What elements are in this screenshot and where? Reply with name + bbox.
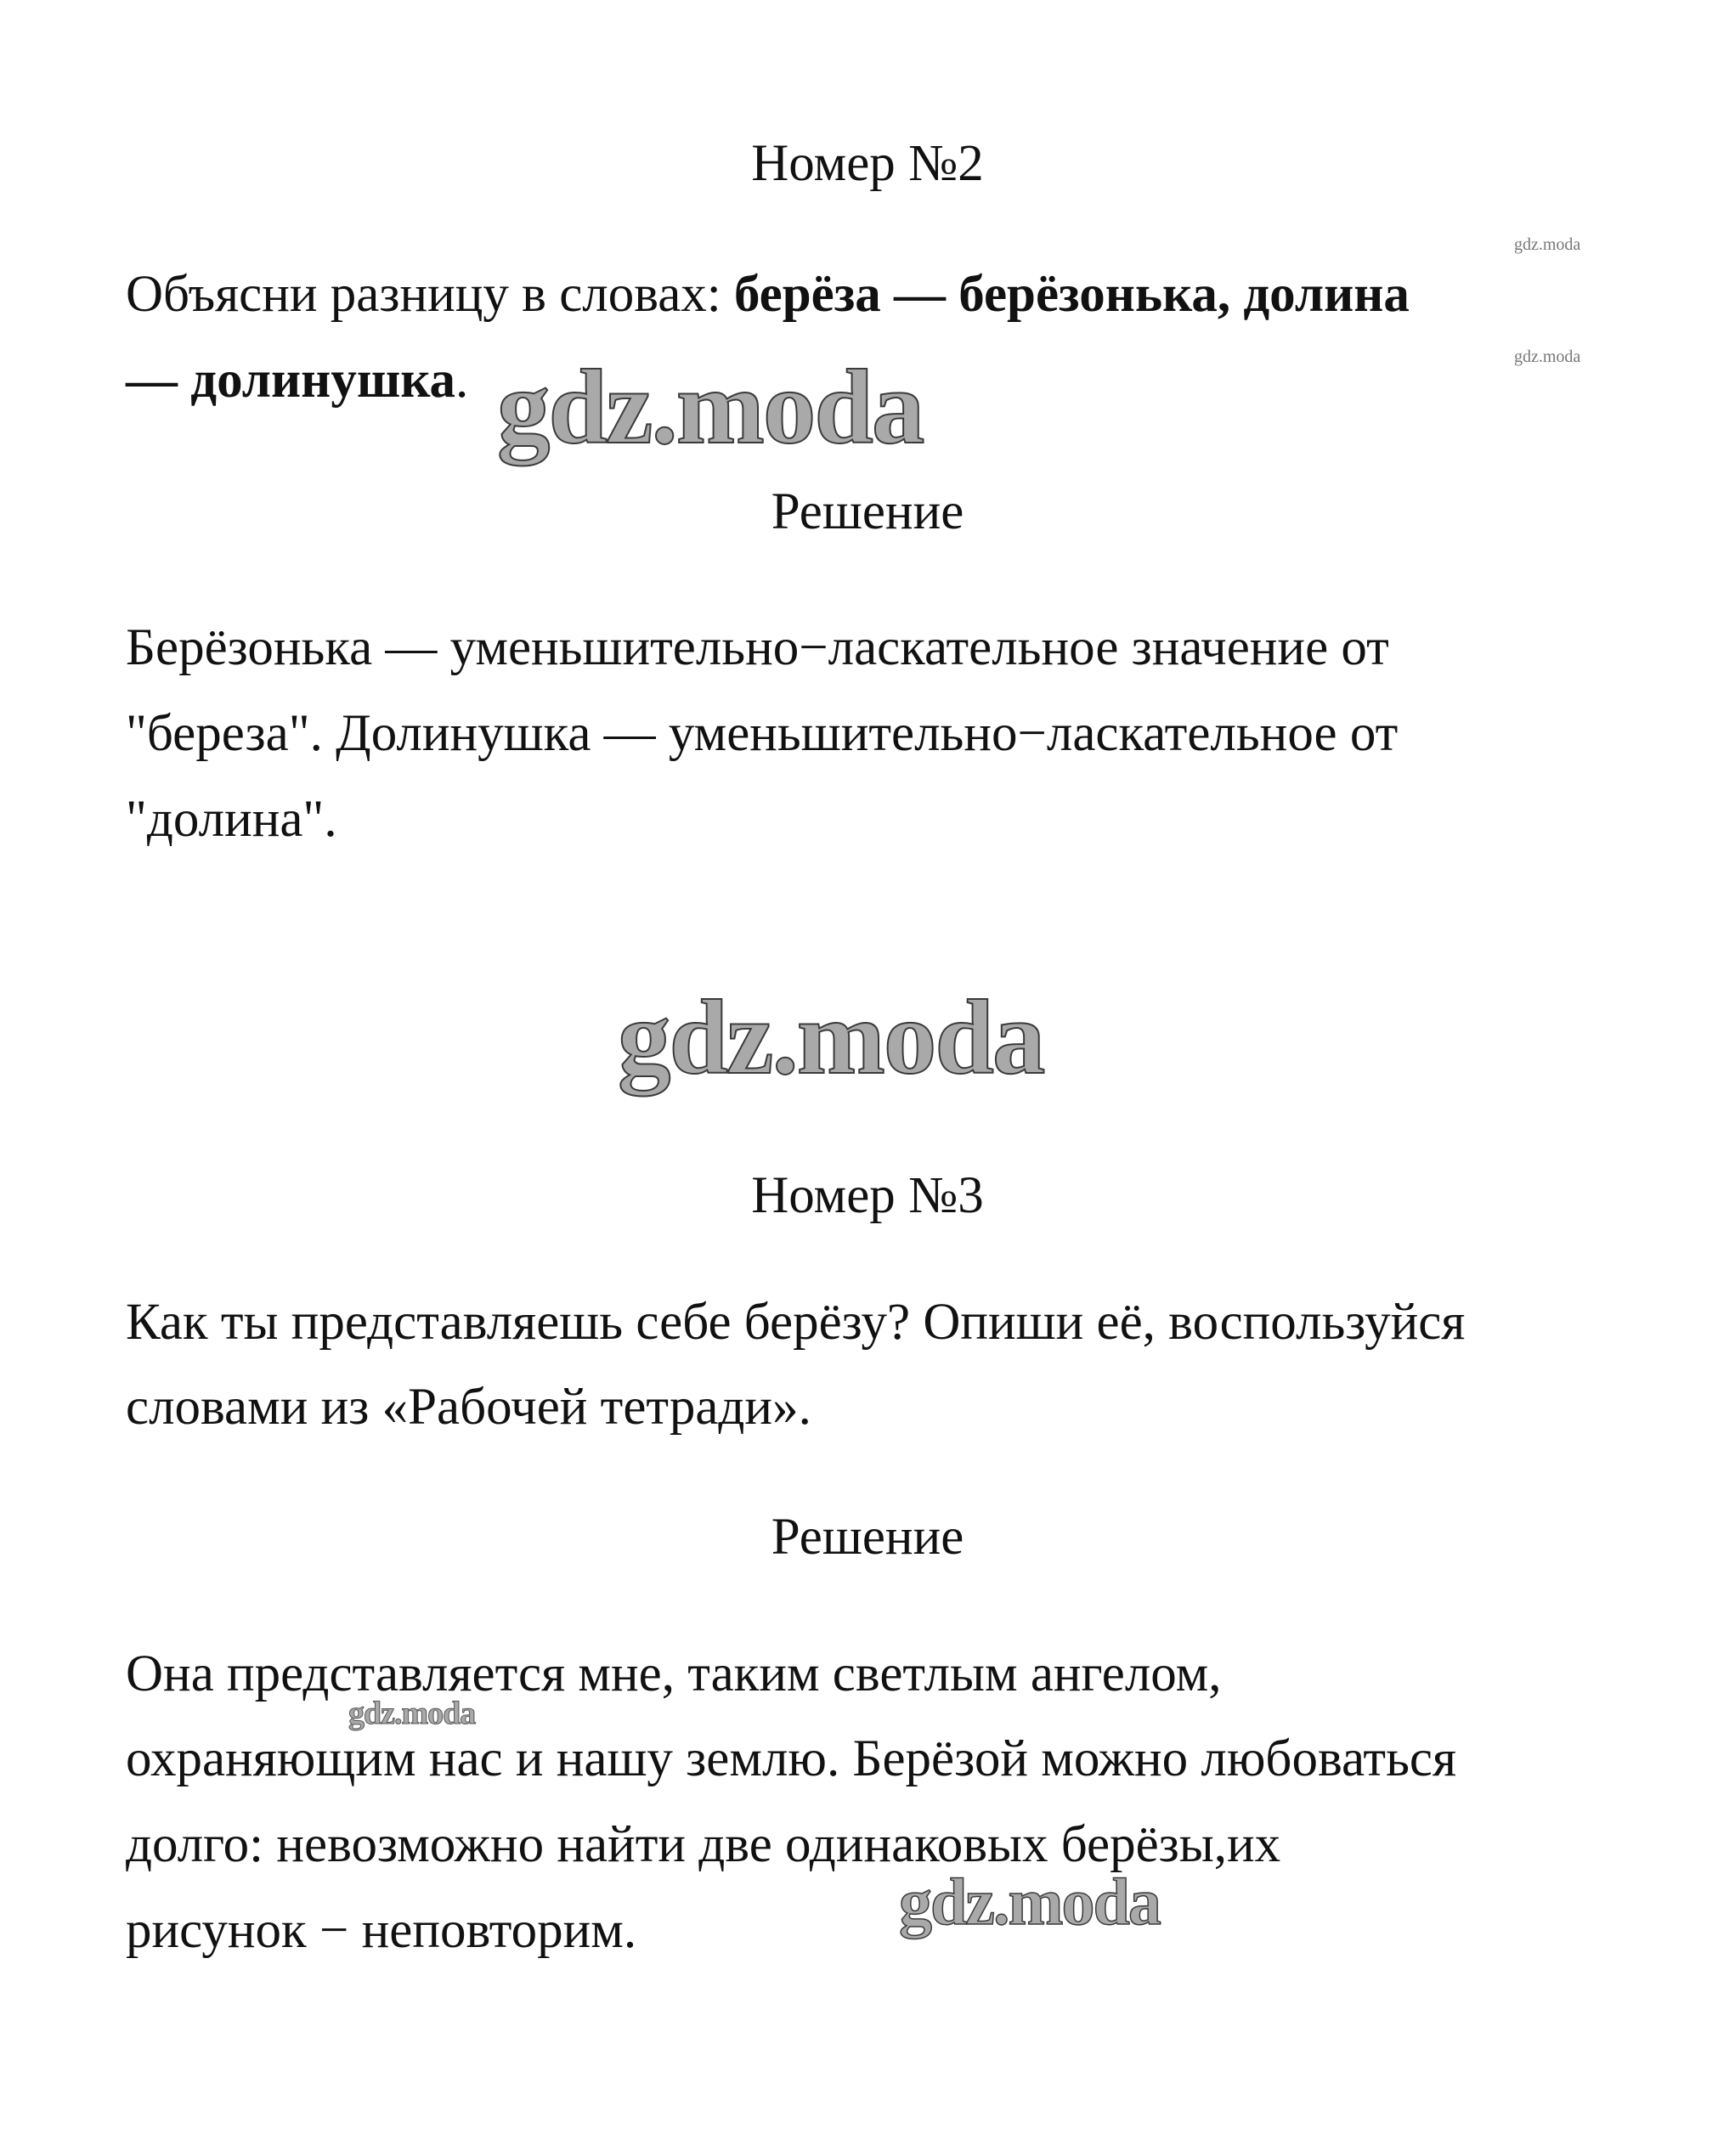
task-2-answer-line: "береза". Долинушка — уменьшительно−ласкательное от <box>126 705 1399 762</box>
task-3-solution-label: Решение <box>771 1509 964 1566</box>
watermark-small: gdz.moda <box>1514 347 1581 366</box>
task-2-answer-line: "долина". <box>126 791 337 848</box>
question-bold-words: берёза — берёзонька, долина <box>733 266 1410 323</box>
watermark-medium: gdz.moda <box>348 1696 476 1731</box>
task-2-solution-label: Решение <box>771 483 964 540</box>
watermark-large: gdz.moda <box>899 1865 1160 1939</box>
task-2-question-line-1 <box>126 266 1410 323</box>
task-3-question-line: словами из «Рабочей тетради». <box>126 1379 811 1436</box>
task-3-title: Номер №3 <box>751 1167 984 1224</box>
task-2-answer-line: Берёзонька — уменьшительно−ласкательное значение от <box>126 619 1389 676</box>
task-3-answer-line: долго: невозможно найти две одинаковых берёзы,их <box>126 1816 1281 1873</box>
task-3-answer-line: Она представляется мне, таким светлым ангелом, <box>126 1645 1222 1702</box>
task-2-title: Номер №2 <box>751 135 984 192</box>
task-3-answer-line: охраняющим нас и нашу землю. Берёзой можно любоваться <box>126 1730 1457 1787</box>
watermark-large: gdz.moda <box>497 349 924 466</box>
task-3-question-line: Как ты представляешь себе берёзу? Опиши её, воспользуйся <box>126 1294 1466 1351</box>
watermark-large: gdz.moda <box>618 979 1044 1097</box>
task-2-question-line-2 <box>126 352 469 409</box>
question-text: Объясни разницу в словах: <box>126 266 734 323</box>
question-end: . <box>455 352 469 409</box>
question-bold-words: — долинушка <box>126 352 456 409</box>
task-3-answer-line: рисунок − неповторим. <box>126 1902 637 1959</box>
watermark-small: gdz.moda <box>1514 235 1581 254</box>
